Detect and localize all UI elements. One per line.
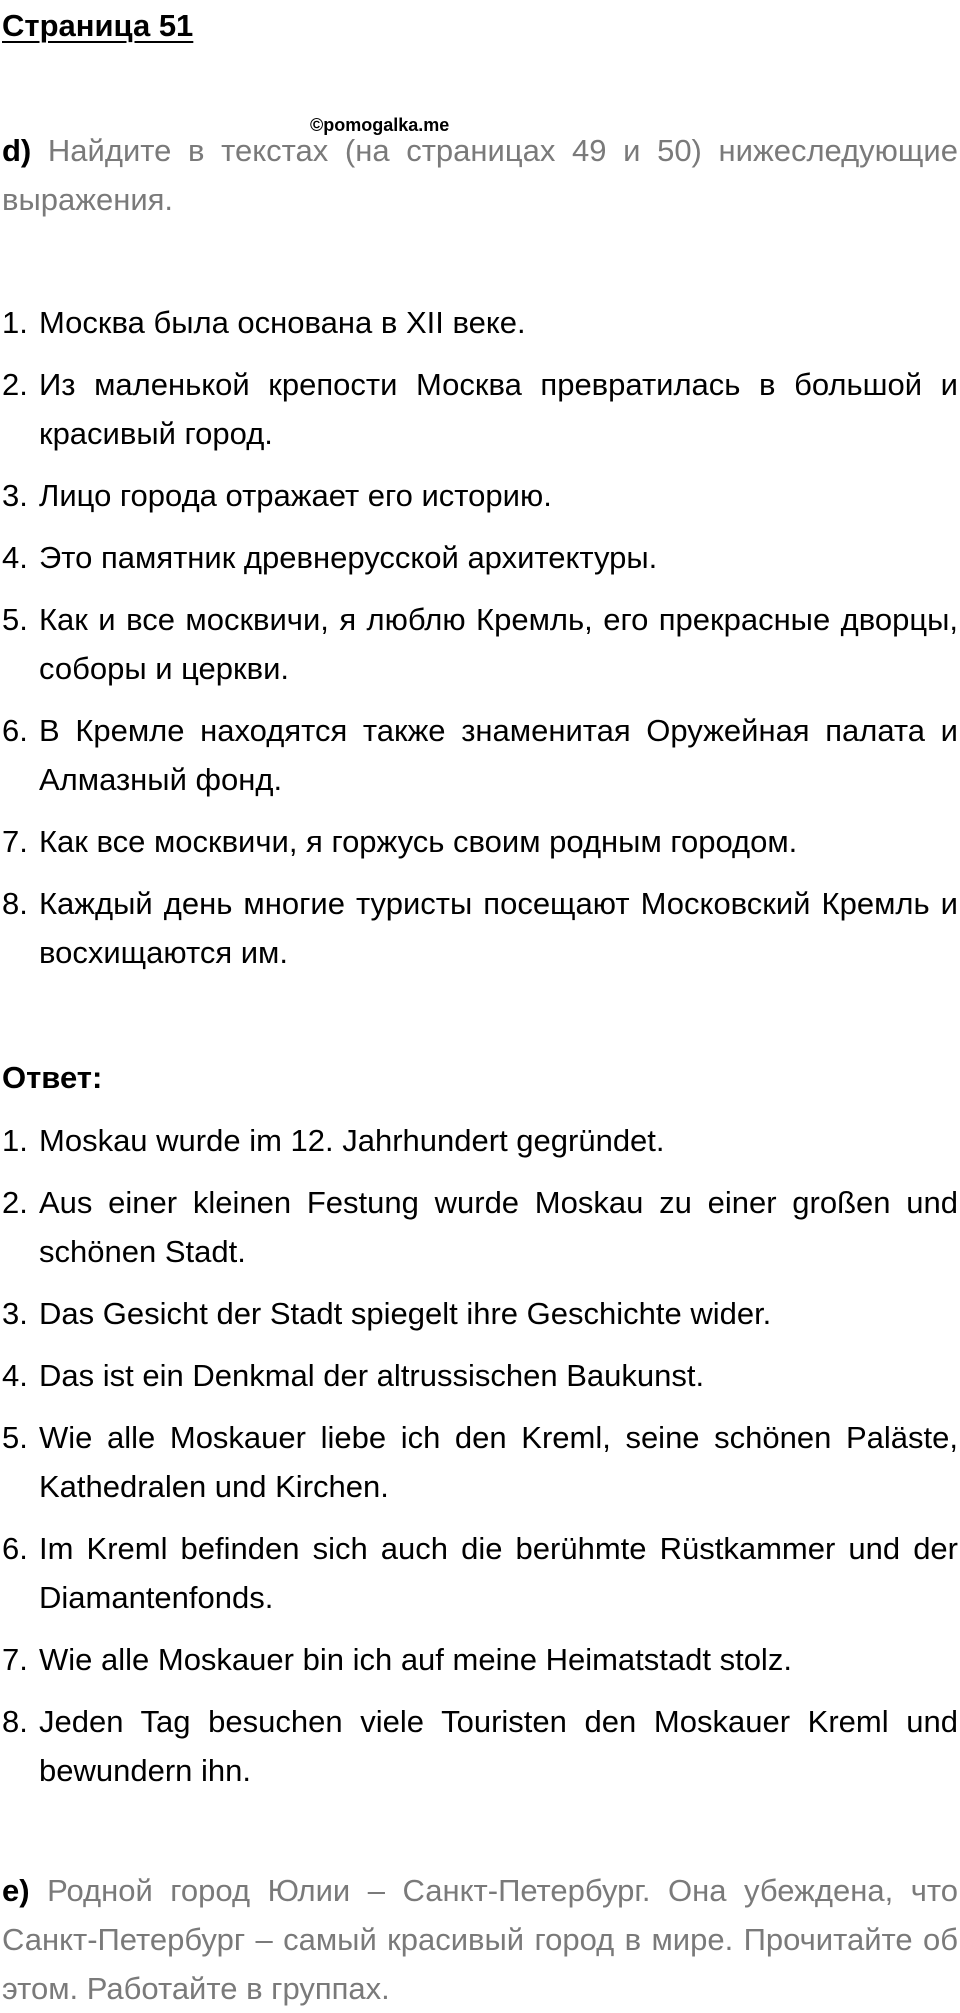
item-number: 6.: [2, 1531, 28, 1566]
list-item: [0, 1289, 958, 1338]
task-d-text: Найдите в текстах (на страницах 49 и 50) нижеследующие выражения.: [2, 133, 958, 217]
item-text: Im Kreml befinden sich auch die berühmte Rüstkammer und der Diamantenfonds.: [39, 1531, 958, 1615]
item-text: В Кремле находятся также знаменитая Оружейная палата и Алмазный фонд.: [39, 713, 958, 797]
list-item: [0, 1635, 958, 1684]
item-text: Moskau wurde im 12. Jahrhundert gegründet.: [39, 1123, 665, 1158]
task-e-text: Родной город Юлии – Санкт-Петербург. Она убеждена, что Санкт-Петербург – самый красивый город в мире. Прочитайте об этом. Работайте в группах.: [2, 1873, 958, 2006]
watermark: ©pomogalka.me: [310, 115, 450, 135]
item-number: 7.: [2, 1642, 28, 1677]
item-text: Jeden Tag besuchen viele Touristen den Moskauer Kreml und bewundern ihn.: [39, 1704, 958, 1788]
item-text: Из маленькой крепости Москва превратилась в большой и красивый город.: [39, 367, 958, 451]
list-item: [0, 879, 958, 977]
task-d-letter: d): [2, 133, 32, 168]
item-text: Лицо города отражает его историю.: [39, 478, 552, 513]
task-e-letter: e): [2, 1873, 30, 1908]
item-text: Как все москвичи, я горжусь своим родным городом.: [39, 824, 798, 859]
item-text: Wie alle Moskauer bin ich auf meine Heimatstadt stolz.: [39, 1642, 792, 1677]
item-number: 5.: [2, 1420, 28, 1455]
list-item: [0, 706, 958, 804]
list-item: [0, 817, 958, 866]
list-item: [0, 1697, 958, 1795]
list-item: [0, 1351, 958, 1400]
task-e: [2, 1866, 958, 2013]
item-number: 8.: [2, 886, 28, 921]
list-item: [0, 595, 958, 693]
item-text: Каждый день многие туристы посещают Московский Кремль и восхищаются им.: [39, 886, 958, 970]
list-item: [0, 298, 958, 347]
item-number: 3.: [2, 478, 28, 513]
item-text: Это памятник древнерусской архитектуры.: [39, 540, 658, 575]
item-number: 1.: [2, 305, 28, 340]
item-text: Wie alle Moskauer liebe ich den Kreml, seine schönen Paläste, Kathedralen und Kirchen.: [39, 1420, 958, 1504]
list-item: [0, 1413, 958, 1511]
item-number: 2.: [2, 367, 28, 402]
list-item: [0, 1116, 958, 1165]
item-number: 7.: [2, 824, 28, 859]
item-number: 6.: [2, 713, 28, 748]
item-number: 1.: [2, 1123, 28, 1158]
german-answers-list: [0, 1116, 958, 1808]
list-item: [0, 360, 958, 458]
list-item: [0, 533, 958, 582]
list-item: [0, 471, 958, 520]
item-text: Как и все москвичи, я люблю Кремль, его прекрасные дворцы, соборы и церкви.: [39, 602, 958, 686]
page-title: Страница 51: [2, 8, 194, 43]
list-item: [0, 1524, 958, 1622]
item-number: 2.: [2, 1185, 28, 1220]
item-text: Aus einer kleinen Festung wurde Moskau zu einer großen und schönen Stadt.: [39, 1185, 958, 1269]
item-number: 4.: [2, 1358, 28, 1393]
item-number: 4.: [2, 540, 28, 575]
item-text: Das ist ein Denkmal der altrussischen Baukunst.: [39, 1358, 705, 1393]
answer-label: Ответ:: [2, 1060, 103, 1095]
item-number: 5.: [2, 602, 28, 637]
item-text: Das Gesicht der Stadt spiegelt ihre Geschichte wider.: [39, 1296, 772, 1331]
item-text: Москва была основана в XII веке.: [39, 305, 526, 340]
task-d: [2, 126, 958, 224]
item-number: 8.: [2, 1704, 28, 1739]
list-item: [0, 1178, 958, 1276]
item-number: 3.: [2, 1296, 28, 1331]
russian-phrases-list: [0, 298, 958, 990]
